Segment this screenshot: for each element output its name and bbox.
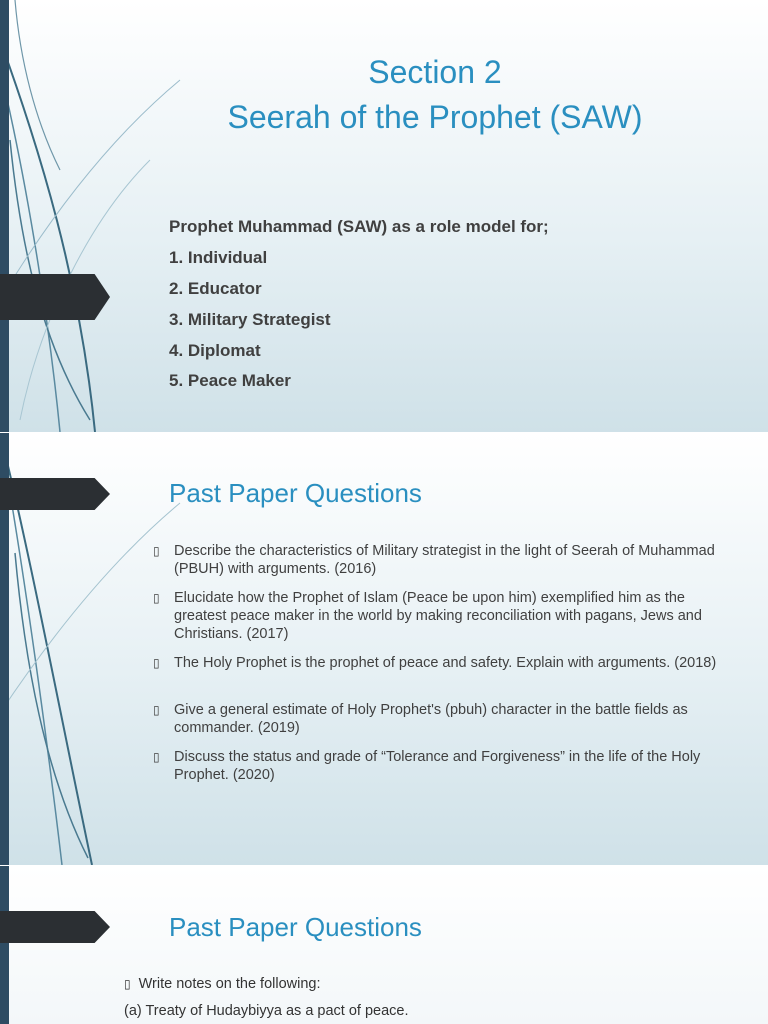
bullet-icon: ▯ xyxy=(153,703,160,717)
notes-instruction-text: Write notes on the following: xyxy=(138,976,321,992)
bullet-icon: ▯ xyxy=(153,656,160,670)
slide-3 xyxy=(0,866,768,1024)
role-item-educator: 2. Educator xyxy=(169,279,262,298)
question-item xyxy=(153,654,733,672)
role-model-intro: Prophet Muhammad (SAW) as a role model for; xyxy=(169,217,549,236)
role-item-peace-maker: 5. Peace Maker xyxy=(169,371,291,390)
question-item xyxy=(153,701,733,737)
question-text: Describe the characteristics of Military strategist in the light of Seerah of Muhammad (PBUH) with arguments. (2016) xyxy=(174,543,715,577)
question-item xyxy=(153,748,733,784)
section-subtitle: Seerah of the Prophet (SAW) xyxy=(227,99,643,135)
slide-2 xyxy=(0,433,768,865)
bullet-icon: ▯ xyxy=(153,591,160,605)
past-paper-heading: Past Paper Questions xyxy=(169,912,422,942)
section-title: Section 2 xyxy=(368,54,502,90)
arrow-tab xyxy=(0,911,110,943)
notes-instruction xyxy=(124,976,321,992)
question-text: The Holy Prophet is the prophet of peace and safety. Explain with arguments. (2018) xyxy=(174,655,717,671)
role-item-individual: 1. Individual xyxy=(169,248,268,267)
bullet-icon: ▯ xyxy=(153,750,160,764)
question-text: Elucidate how the Prophet of Islam (Peace be upon him) exemplified him as the greatest peace maker in the world by making reconciliation with pagans, Jews and Christians. (2017) xyxy=(174,590,702,642)
role-item-diplomat: 4. Diplomat xyxy=(169,341,261,360)
question-item xyxy=(153,542,733,578)
question-item xyxy=(153,589,733,643)
question-text: Give a general estimate of Holy Prophet's (pbuh) character in the battle fields as commander. (2019) xyxy=(174,702,688,736)
question-text: Discuss the status and grade of “Tolerance and Forgiveness” in the life of the Holy Prophet. (2020) xyxy=(174,749,701,783)
role-item-military-strategist: 3. Military Strategist xyxy=(169,310,331,329)
bullet-icon: ▯ xyxy=(124,977,131,991)
notes-sub-item: (a) Treaty of Hudaybiyya as a pact of peace. xyxy=(124,1003,409,1019)
arrow-tab xyxy=(0,478,110,510)
bullet-icon: ▯ xyxy=(153,544,160,558)
left-accent-bar xyxy=(0,866,9,1024)
past-paper-heading: Past Paper Questions xyxy=(169,478,422,508)
arrow-tab xyxy=(0,274,110,320)
slide-1 xyxy=(0,0,768,432)
